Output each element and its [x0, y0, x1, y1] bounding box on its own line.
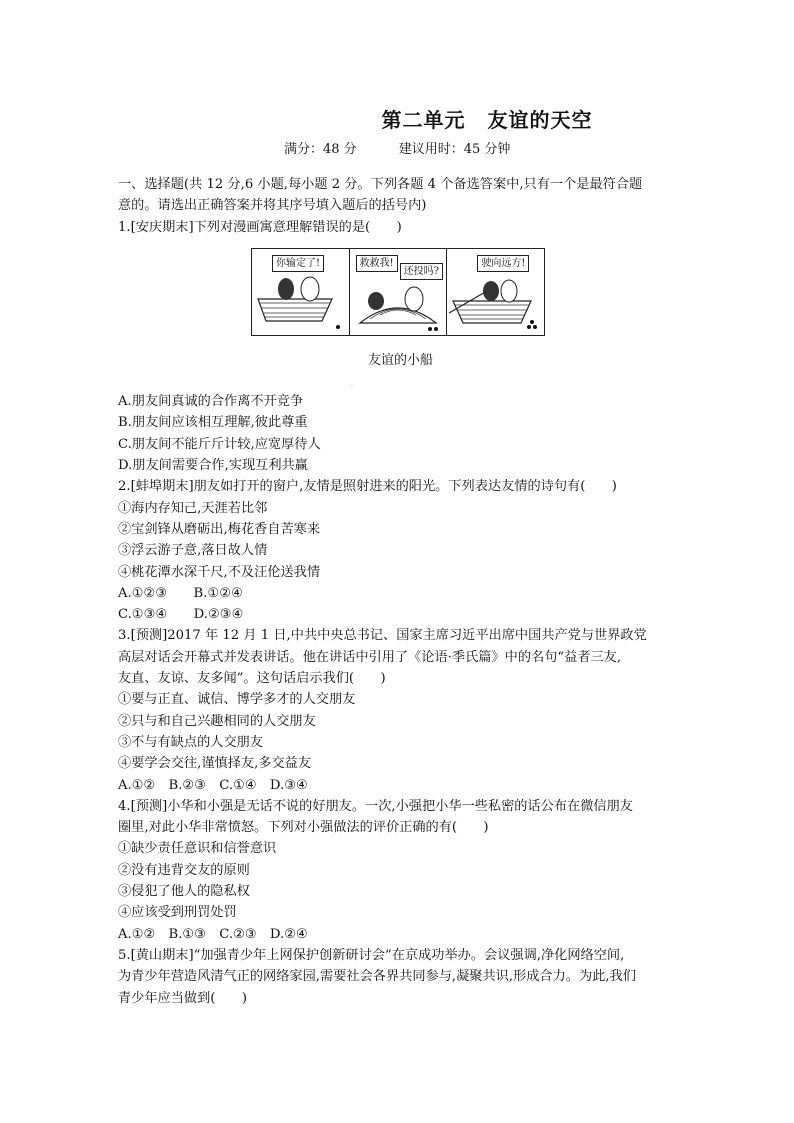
q2-options-row2: C.①③④ D.②③④ — [118, 607, 244, 623]
q3-options: A.①② B.②③ C.①④ D.③④ — [118, 777, 308, 793]
cartoon-panel-3 — [447, 249, 544, 335]
speech-bubble-3: 还投吗? — [400, 263, 443, 280]
q4-item-1: ①缺少责任意识和信誉意识 — [118, 841, 277, 857]
q5-stem-line2: 为青少年营造风清气正的网络家园,需要社会各界共同参与,凝聚共识,形成合力。为此,我们 — [118, 969, 636, 985]
unit-topic: 友谊的天空 — [487, 108, 593, 132]
q1-option-c: C.朋友间不能斤斤计较,应宽厚待人 — [118, 436, 321, 452]
boat-scene-3 — [447, 249, 544, 335]
q3-item-2: ②只与和自己兴趣相同的人交朋友 — [118, 713, 316, 729]
q4-stem-line1: 4.[预测]小华和小强是无话不说的好朋友。一次,小强把小华一些私密的话公布在微信朋友 — [118, 798, 633, 814]
q2-item-4: ④桃花潭水深千尺,不及汪伦送我情 — [118, 564, 321, 580]
cartoon-panel-1 — [252, 249, 350, 335]
unit-label: 第二单元 — [381, 108, 466, 132]
document-body — [118, 174, 684, 1009]
q1-option-b: B.朋友间应该相互理解,彼此尊重 — [118, 415, 308, 431]
figure-caption: 友谊的小船 — [368, 352, 434, 368]
q4-stem-line2: 圈里,对此小华非常愤怒。下列对小强做法的评价正确的有( ) — [118, 820, 489, 836]
speech-bubble-2: 救救我! — [356, 255, 398, 272]
q4-item-2: ②没有违背交友的原则 — [118, 862, 250, 878]
q3-item-1: ①要与正直、诚信、博学多才的人交朋友 — [118, 692, 356, 708]
section-instruction-line1: 一、选择题(共 12 分,6 小题,每小题 2 分。下列各题 4 个备选答案中,只有一个是最符合题 — [118, 177, 643, 192]
friendship-boat-cartoon — [251, 248, 545, 336]
q5-stem-line1: 5.[黄山期末]“加强青少年上网保护创新研讨会”在京成功举办。会议强调,净化网络空间, — [118, 947, 625, 963]
q4-options: A.①② B.①③ C.②③ D.②④ — [118, 926, 308, 942]
q3-item-4: ④要学会交往,谨慎择友,多交益友 — [118, 756, 312, 772]
boat-scene-1 — [252, 249, 349, 335]
q3-stem-line2: 高层对话会开幕式并发表讲话。他在讲话中引用了《论语·季氏篇》中的名句“益者三友, — [118, 649, 622, 665]
q1-option-a: A.朋友间真诚的合作离不开竞争 — [118, 394, 304, 410]
q4-item-4: ④应该受到刑罚处罚 — [118, 905, 237, 921]
speech-bubble-1: 你输定了! — [272, 255, 324, 272]
q4-item-3: ③侵犯了他人的隐私权 — [118, 884, 250, 900]
speech-bubble-4: 驶向远方! — [477, 255, 529, 272]
q3-item-3: ③不与有缺点的人交朋友 — [118, 734, 264, 750]
unit-title — [0, 104, 794, 133]
cartoon-panel-2 — [350, 249, 448, 335]
q1-option-d: D.朋友间需要合作,实现互利共赢 — [118, 458, 308, 474]
q2-options-row1: A.①②③ B.①②④ — [118, 585, 243, 601]
q3-stem-line3: 友直、友谅、友多闻”。这句话启示我们( ) — [118, 671, 386, 687]
q3-stem-line1: 3.[预测]2017 年 12 月 1 日,中共中央总书记、国家主席习近平出席中国共产党与世界政党 — [118, 628, 647, 644]
q5-stem-line3: 青少年应当做到( ) — [118, 990, 247, 1006]
q2-item-2: ②宝剑锋从磨砺出,梅花香自苦寒来 — [118, 521, 321, 537]
exam-meta — [284, 138, 510, 157]
stray-mark: · — [351, 383, 353, 391]
q2-item-1: ①海内存知己,天涯若比邻 — [118, 500, 268, 516]
q2-stem: 2.[蚌埠期末]朋友如打开的窗户,友情是照射进来的阳光。下列表达友情的诗句有( ) — [118, 479, 617, 495]
suggested-time: 建议用时：45 分钟 — [398, 142, 511, 157]
q2-item-3: ③浮云游子意,落日故人情 — [118, 543, 268, 559]
capsized-boat-scene — [350, 249, 447, 335]
full-score: 满分：48 分 — [284, 142, 357, 157]
q1-stem: 1.[安庆期末]下列对漫画寓意理解错误的是( ) — [118, 219, 402, 235]
section-instruction-line2: 意的。请选出正确答案并将其序号填入题后的括号内) — [118, 198, 427, 214]
